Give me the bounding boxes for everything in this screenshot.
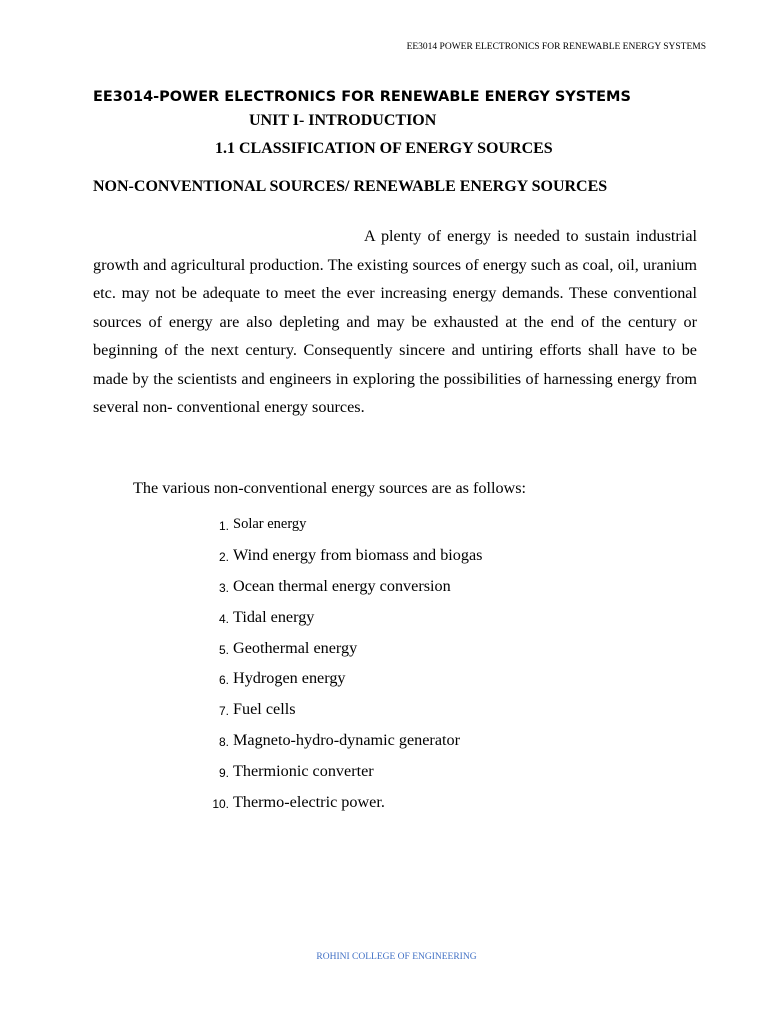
footer-institution: ROHINI COLLEGE OF ENGINEERING [316,952,477,962]
list-item-number: 5. [218,642,229,657]
list-item-text: Solar energy [233,516,307,532]
list-item-text: Magneto-hydro-dynamic generator [233,731,460,750]
list-item-number: 1. [218,519,229,533]
course-title: EE3014-POWER ELECTRONICS FOR RENEWABLE ENERGY SYSTEMS [93,89,631,105]
list-item-number: 2. [218,549,229,564]
list-item-number: 10. [212,797,229,812]
list-item-text: Geothermal energy [233,638,358,657]
intro-paragraph: A plenty of energy is needed to sustain industrial growth and agricultural production. The existing sources of energy such as coal, oil, uranium etc. may not be adequate to meet the ever increasing energy demands. These conventional sources of energy are also depleting and may be exhausted at the end of the century or beginning of the next century. Consequently sincere and untiring efforts shall have to be made by the scientists and engineers in exploring the possibilities of harnessing energy from several non- conventional energy sources. [93,227,697,416]
list-item-text: Thermo-electric power. [233,793,385,812]
list-item-text: Ocean thermal energy conversion [233,576,451,595]
running-header: EE3014 POWER ELECTRONICS FOR RENEWABLE ENERGY SYSTEMS [406,42,706,52]
list-intro: The various non-conventional energy sources are as follows: [133,479,527,497]
list-item-text: Hydrogen energy [233,669,346,688]
list-item-number: 7. [218,704,229,719]
unit-title: UNIT I- INTRODUCTION [249,112,437,129]
list-item-number: 8. [218,735,229,750]
list-item-number: 9. [218,766,229,781]
list-item-number: 6. [218,673,229,688]
list-item-text: Fuel cells [233,700,296,719]
list-item-text: Wind energy from biomass and biogas [233,545,483,564]
list-item-number: 3. [218,580,229,595]
list-item-text: Thermionic converter [233,762,374,781]
list-item-text: Tidal energy [233,607,315,626]
section-title: 1.1 CLASSIFICATION OF ENERGY SOURCES [215,140,553,157]
subsection-title: NON-CONVENTIONAL SOURCES/ RENEWABLE ENERGY SOURCES [93,178,608,195]
list-item-number: 4. [218,611,229,626]
